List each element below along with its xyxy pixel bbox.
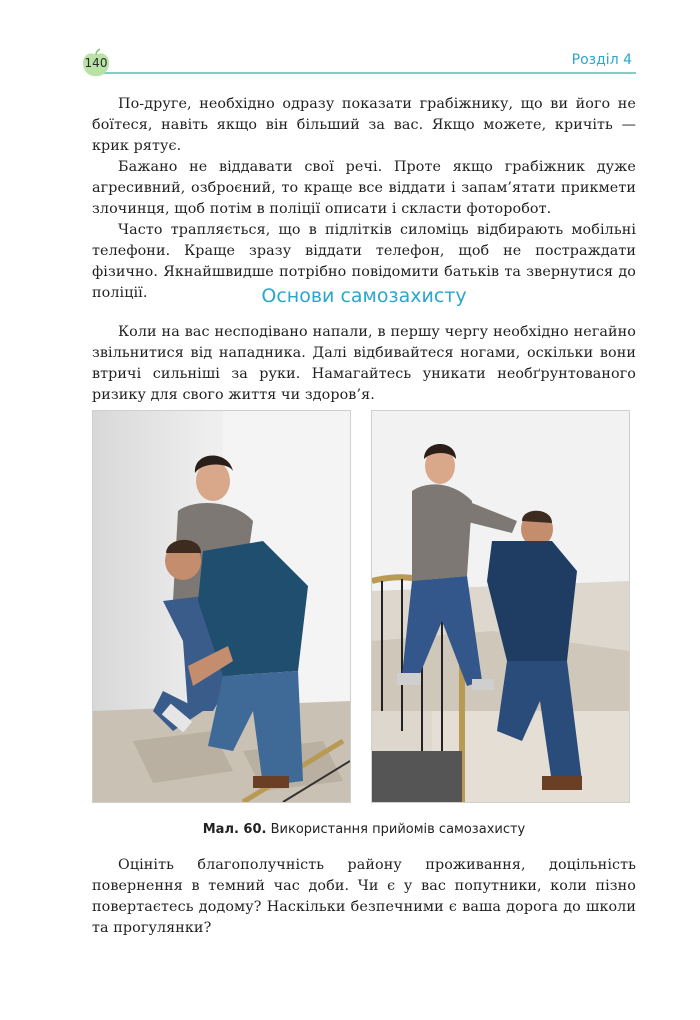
- figure-caption-text: Використання прийомів самозахисту: [270, 822, 526, 837]
- text-block-top: [92, 94, 636, 304]
- page-number: 140: [84, 56, 108, 70]
- paragraph: Бажано не віддавати свої речі. Проте якщо грабіжник дуже агресивний, озброєний, то краще все віддати і запам’ятати прикмети злочинця, щоб потім в поліції описати і скласти фоторобот.: [92, 159, 636, 217]
- figure-label: Мал. 60.: [202, 822, 267, 837]
- section-heading: Основи самозахисту: [261, 285, 467, 307]
- photo-left: [92, 410, 351, 803]
- paragraph: Часто трапляється, що в підлітків силоміць відбирають мобільні телефони. Краще зразу віддати телефон, щоб не постраждати фізично. Якнайшвидше потрібно повідомити батьків та звернутися до поліції.: [92, 222, 636, 301]
- photo-right: [371, 410, 630, 803]
- chapter-label: Розділ 4: [571, 52, 632, 68]
- paragraph: Оцініть благополучність району проживання, доцільність повернення в темний час доби. Чи є у вас попутники, коли пізно повертаєтесь додому? Наскільки безпечними є ваша дорога до школи та прогулянки?: [92, 857, 636, 936]
- figure-caption: [92, 822, 636, 837]
- header-rule: [92, 72, 636, 74]
- text-block-bottom: [92, 855, 636, 939]
- paragraph: Коли на вас несподівано напали, в першу чергу необхідно негайно звільнитися від нападника. Далі відбивайтеся ногами, оскільки вони втричі сильніші за руки. Намагайтесь уникати необґрунтованого ризику для свого життя чи здоров’я.: [92, 324, 636, 403]
- paragraph: По-друге, необхідно одразу показати грабіжнику, що ви його не боїтеся, навіть якщо він більший за вас. Якщо можете, кричіть — крик рятує.: [92, 96, 636, 154]
- text-block-mid: [92, 322, 636, 406]
